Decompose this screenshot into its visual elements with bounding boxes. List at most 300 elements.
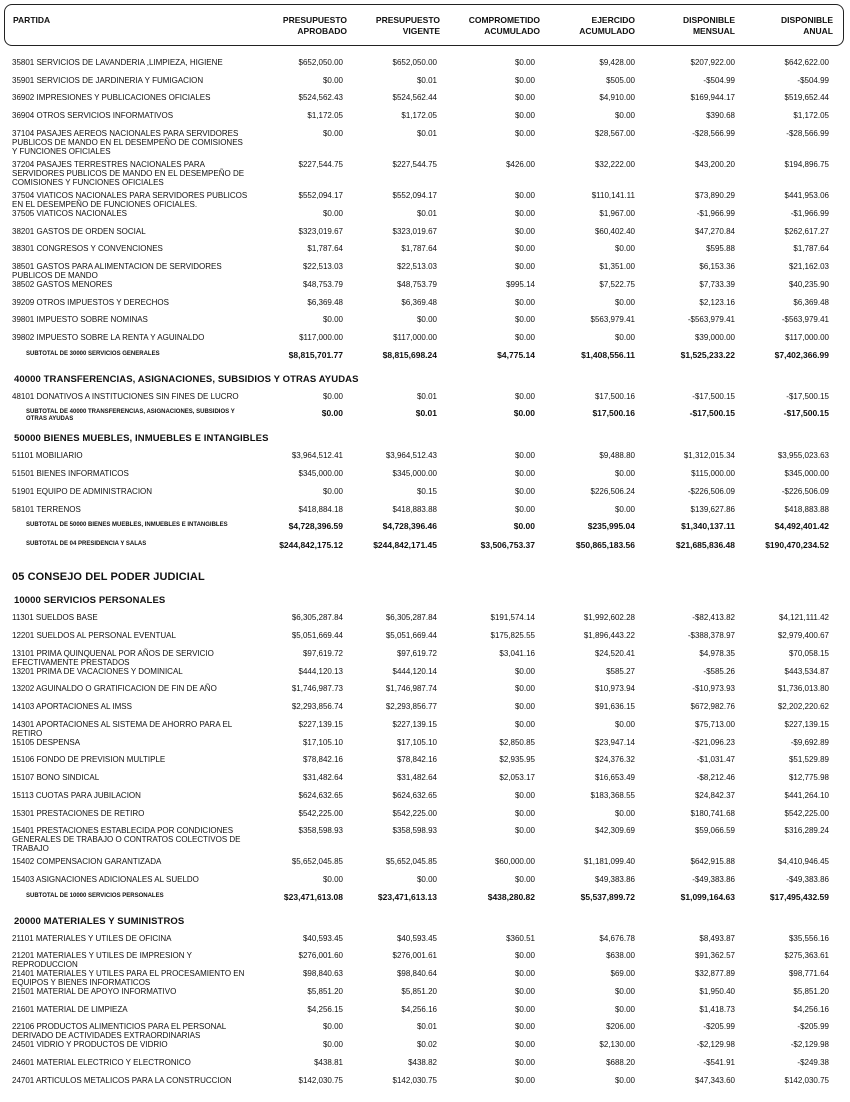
- cell-value: $0.00: [614, 719, 635, 729]
- cell-value: -$17,500.15: [689, 408, 735, 419]
- cell-value: $73,890.29: [694, 190, 735, 200]
- cell-value: $0.00: [514, 1004, 535, 1014]
- cell-value: $12,775.98: [788, 773, 829, 783]
- cell-value: $16,653.49: [594, 773, 635, 783]
- cell-value: $0.00: [322, 128, 343, 138]
- cell-value: $4,256.15: [307, 1004, 343, 1014]
- cell-value: $0.00: [514, 58, 535, 67]
- cell-value: $0.00: [322, 315, 343, 325]
- row-label: 24501 VIDRIO Y PRODUCTOS DE VIDRIO: [12, 1040, 168, 1050]
- cell-value: $32,222.00: [594, 159, 635, 169]
- row-label: 35801 SERVICIOS DE LAVANDERIA ,LIMPIEZA, HIGIENE: [12, 58, 223, 67]
- cell-value: $0.00: [514, 261, 535, 271]
- cell-value: $426.00: [506, 159, 535, 169]
- cell-value: $0.00: [514, 244, 535, 254]
- row-label: 21501 MATERIAL DE APOYO INFORMATIVO: [12, 986, 177, 996]
- cell-value: $24,376.32: [594, 755, 635, 765]
- cell-value: $672,982.76: [690, 702, 735, 711]
- cell-value: $227,544.75: [298, 159, 343, 169]
- cell-value: $2,850.85: [499, 737, 535, 747]
- cell-value: $191,574.14: [490, 613, 535, 623]
- cell-value: $1,099,164.63: [680, 891, 735, 902]
- cell-value: $23,471,613.08: [283, 891, 343, 902]
- cell-value: $1,172.05: [307, 111, 343, 121]
- cell-value: $638.00: [606, 951, 635, 961]
- cell-value: $360.51: [506, 933, 535, 943]
- cell-value: $0.01: [416, 391, 437, 401]
- cell-value: -$28,566.99: [786, 128, 829, 138]
- cell-value: $0.00: [514, 75, 535, 85]
- cell-value: $0.02: [416, 1040, 437, 1050]
- cell-value: $2,123.16: [699, 297, 735, 307]
- cell-value: $519,652.44: [784, 93, 829, 103]
- cell-value: -$205.99: [797, 1022, 829, 1032]
- cell-value: $1,787.64: [401, 244, 437, 254]
- cell-value: $91,636.15: [594, 702, 635, 711]
- cell-value: $5,851.20: [793, 986, 829, 996]
- header-disponible-mensual: DISPONIBLE MENSUAL: [683, 15, 735, 36]
- cell-value: $3,964,512.41: [291, 451, 343, 461]
- cell-value: $5,851.20: [307, 986, 343, 996]
- cell-value: $28,567.00: [594, 128, 635, 138]
- cell-value: $1,525,233.22: [680, 349, 735, 360]
- cell-value: -$1,031.47: [696, 755, 735, 765]
- row-label: 39209 OTROS IMPUESTOS Y DERECHOS: [12, 297, 169, 307]
- cell-value: $0.15: [416, 486, 437, 496]
- cell-value: $0.00: [614, 1004, 635, 1014]
- cell-value: $0.01: [415, 408, 437, 419]
- cell-value: $190,470,234.52: [765, 540, 829, 551]
- cell-value: $8,815,698.24: [382, 349, 437, 360]
- cell-value: $21,162.03: [788, 261, 829, 271]
- cell-value: $0.00: [514, 451, 535, 461]
- cell-value: $323,019.67: [298, 226, 343, 236]
- cell-value: $0.00: [614, 297, 635, 307]
- cell-value: $207,922.00: [690, 58, 735, 67]
- cell-value: $0.01: [416, 1022, 437, 1032]
- section-heading: 50000 BIENES MUEBLES, INMUEBLES E INTANGIBLES: [14, 433, 269, 445]
- cell-value: -$9,692.89: [790, 737, 829, 747]
- cell-value: $2,130.00: [599, 1040, 635, 1050]
- cell-value: $0.00: [514, 666, 535, 676]
- cell-value: $0.00: [614, 1075, 635, 1085]
- cell-value: $32,877.89: [694, 969, 735, 978]
- cell-value: $0.00: [514, 128, 535, 138]
- cell-value: $35,556.16: [788, 933, 829, 943]
- row-label: 24701 ARTICULOS METALICOS PARA LA CONSTRUCCION: [12, 1075, 232, 1085]
- cell-value: $3,041.16: [499, 648, 535, 658]
- row-label: 15301 PRESTACIONES DE RETIRO: [12, 808, 145, 818]
- cell-value: $5,652,045.85: [291, 857, 343, 867]
- cell-value: $1,181,099.40: [583, 857, 635, 867]
- cell-value: $2,293,856.74: [291, 702, 343, 711]
- row-label: 35901 SERVICIOS DE JARDINERIA Y FUMIGACION: [12, 75, 204, 85]
- cell-value: $0.00: [514, 391, 535, 401]
- cell-value: -$1,966.99: [790, 208, 829, 218]
- cell-value: $0.00: [514, 226, 535, 236]
- cell-value: $0.00: [614, 111, 635, 121]
- header-partida: PARTIDA: [13, 15, 51, 25]
- row-label: 15113 CUOTAS PARA JUBILACION: [12, 790, 141, 800]
- cell-value: $438.81: [314, 1058, 343, 1068]
- cell-value: $48,753.79: [302, 279, 343, 289]
- cell-value: $40,593.45: [396, 933, 437, 943]
- cell-value: -$504.99: [703, 75, 735, 85]
- cell-value: $6,369.48: [307, 297, 343, 307]
- cell-value: $1,746,987.74: [385, 684, 437, 694]
- row-label: 13101 PRIMA QUINQUENAL POR AÑOS DE SERVICIO EFECTIVAMENTE PRESTADOS: [12, 648, 214, 667]
- cell-value: -$2,129.98: [790, 1040, 829, 1050]
- cell-value: $42,309.69: [594, 826, 635, 836]
- cell-value: -$8,212.46: [696, 773, 735, 783]
- cell-value: -$504.99: [797, 75, 829, 85]
- cell-value: $2,293,856.77: [385, 702, 437, 711]
- cell-value: $444,120.14: [392, 666, 437, 676]
- cell-value: $8,493.87: [699, 933, 735, 943]
- cell-value: $316,289.24: [784, 826, 829, 836]
- cell-value: $139,627.86: [690, 504, 735, 514]
- cell-value: -$49,383.86: [786, 874, 829, 884]
- header-presupuesto-aprobado: PRESUPUESTO APROBADO: [282, 15, 347, 36]
- row-label: SUBTOTAL DE 04 PRESIDENCIA Y SALAS: [26, 541, 147, 548]
- cell-value: $97,619.72: [396, 648, 437, 658]
- cell-value: $17,500.16: [594, 391, 635, 401]
- cell-value: $2,053.17: [499, 773, 535, 783]
- row-label: SUBTOTAL DE 30000 SERVICIOS GENERALES: [26, 350, 160, 357]
- cell-value: -$17,500.15: [692, 391, 735, 401]
- cell-value: $345,000.00: [298, 469, 343, 479]
- cell-value: $6,153.36: [699, 261, 735, 271]
- cell-value: $563,979.41: [590, 315, 635, 325]
- cell-value: -$226,506.09: [687, 486, 735, 496]
- cell-value: -$2,129.98: [696, 1040, 735, 1050]
- cell-value: $23,471,613.13: [377, 891, 437, 902]
- cell-value: $142,030.75: [784, 1075, 829, 1085]
- cell-value: -$388,378.97: [687, 630, 735, 640]
- header-ejercido-acumulado: EJERCIDO ACUMULADO: [579, 15, 635, 36]
- cell-value: $4,728,396.46: [382, 521, 437, 532]
- cell-value: $0.01: [416, 208, 437, 218]
- row-label: 15401 PRESTACIONES ESTABLECIDA POR CONDICIONES GENERALES DE TRABAJO O CONTRATOS COLECTIVOS DE TRABAJO: [12, 826, 241, 854]
- cell-value: $175,825.55: [490, 630, 535, 640]
- cell-value: $0.00: [514, 1022, 535, 1032]
- cell-value: $652,050.00: [298, 58, 343, 67]
- cell-value: $0.00: [514, 986, 535, 996]
- cell-value: $5,537,899.72: [580, 891, 635, 902]
- cell-value: $0.00: [514, 504, 535, 514]
- row-label: 14103 APORTACIONES AL IMSS: [12, 702, 132, 711]
- cell-value: $0.00: [614, 808, 635, 818]
- cell-value: -$585.26: [703, 666, 735, 676]
- cell-value: $524,562.43: [298, 93, 343, 103]
- cell-value: $0.00: [514, 1040, 535, 1050]
- header-comprometido-acumulado: COMPROMETIDO ACUMULADO: [468, 15, 540, 36]
- cell-value: $0.00: [514, 333, 535, 342]
- cell-value: $552,094.17: [392, 190, 437, 200]
- cell-value: $0.00: [514, 826, 535, 836]
- cell-value: -$563,979.41: [781, 315, 829, 325]
- cell-value: $206.00: [606, 1022, 635, 1032]
- row-label: 13201 PRIMA DE VACACIONES Y DOMINICAL: [12, 666, 183, 676]
- cell-value: $0.00: [322, 75, 343, 85]
- cell-value: $6,305,287.84: [385, 613, 437, 623]
- cell-value: $688.20: [606, 1058, 635, 1068]
- cell-value: $1,896,443.22: [583, 630, 635, 640]
- cell-value: $47,343.60: [694, 1075, 735, 1085]
- cell-value: $505.00: [606, 75, 635, 85]
- cell-value: $51,529.89: [788, 755, 829, 765]
- cell-value: $180,741.68: [690, 808, 735, 818]
- cell-value: $390.68: [706, 111, 735, 121]
- cell-value: $542,225.00: [298, 808, 343, 818]
- cell-value: $358,598.93: [298, 826, 343, 836]
- cell-value: $98,840.63: [302, 969, 343, 978]
- cell-value: $31,482.64: [302, 773, 343, 783]
- cell-value: $6,369.48: [401, 297, 437, 307]
- cell-value: $0.00: [514, 486, 535, 496]
- cell-value: $0.00: [514, 111, 535, 121]
- cell-value: $1,172.05: [793, 111, 829, 121]
- cell-value: $60,402.40: [594, 226, 635, 236]
- cell-value: $10,973.94: [594, 684, 635, 694]
- cell-value: $552,094.17: [298, 190, 343, 200]
- cell-value: $7,733.39: [699, 279, 735, 289]
- cell-value: -$82,413.82: [692, 613, 735, 623]
- cell-value: $40,593.45: [302, 933, 343, 943]
- cell-value: $244,842,171.45: [373, 540, 437, 551]
- cell-value: $4,121,111.42: [779, 613, 829, 623]
- cell-value: $542,225.00: [392, 808, 437, 818]
- cell-value: $1,408,556.11: [581, 349, 635, 360]
- cell-value: $4,978.35: [699, 648, 735, 658]
- cell-value: $5,051,669.44: [385, 630, 437, 640]
- cell-value: $7,402,366.99: [774, 349, 829, 360]
- cell-value: $43,200.20: [694, 159, 735, 169]
- cell-value: $0.00: [514, 297, 535, 307]
- cell-value: $2,202,220.62: [777, 702, 829, 711]
- cell-value: $0.00: [322, 1040, 343, 1050]
- cell-value: $8,815,701.77: [288, 349, 343, 360]
- cell-value: $78,842.16: [302, 755, 343, 765]
- cell-value: $21,685,836.48: [675, 540, 735, 551]
- table-header: [4, 4, 844, 46]
- cell-value: $22,513.03: [302, 261, 343, 271]
- row-label: 36904 OTROS SERVICIOS INFORMATIVOS: [12, 111, 174, 121]
- cell-value: $0.00: [514, 808, 535, 818]
- row-label: 58101 TERRENOS: [12, 504, 81, 514]
- row-label: 37104 PASAJES AEREOS NACIONALES PARA SERVIDORES PUBLICOS DE MANDO EN EL DESEMPEÑO DE COMISIONES Y FUNCIONES OFICIALES: [12, 128, 243, 156]
- cell-value: $235,995.04: [587, 521, 635, 532]
- cell-value: $595.88: [706, 244, 735, 254]
- cell-value: $262,617.27: [784, 226, 829, 236]
- row-label: 37504 VIATICOS NACIONALES PARA SERVIDORES PUBLICOS EN EL DESEMPEÑO DE FUNCIONES OFICIALES.: [12, 190, 248, 209]
- row-label: 15403 ASIGNACIONES ADICIONALES AL SUELDO: [12, 874, 199, 884]
- cell-value: -$249.38: [797, 1058, 829, 1068]
- row-label: 39801 IMPUESTO SOBRE NOMINAS: [12, 315, 148, 325]
- cell-value: $2,935.95: [499, 755, 535, 765]
- cell-value: $1,950.40: [699, 986, 735, 996]
- cell-value: $0.00: [514, 1075, 535, 1085]
- cell-value: $0.00: [416, 874, 437, 884]
- cell-value: $59,066.59: [694, 826, 735, 836]
- cell-value: $117,000.00: [299, 333, 343, 342]
- cell-value: $0.00: [321, 408, 343, 419]
- cell-value: $276,001.60: [298, 951, 343, 961]
- row-label: 51901 EQUIPO DE ADMINISTRACION: [12, 486, 153, 496]
- cell-value: $1,746,987.73: [291, 684, 343, 694]
- header-disponible-anual: DISPONIBLE ANUAL: [781, 15, 833, 36]
- cell-value: $4,775.14: [497, 349, 535, 360]
- cell-value: $78,842.16: [396, 755, 437, 765]
- cell-value: $441,264.10: [784, 790, 829, 800]
- cell-value: $4,676.78: [599, 933, 635, 943]
- cell-value: $0.00: [514, 93, 535, 103]
- row-label: 12201 SUELDOS AL PERSONAL EVENTUAL: [12, 630, 176, 640]
- cell-value: $1,418.73: [699, 1004, 735, 1014]
- cell-value: $142,030.75: [298, 1075, 343, 1085]
- cell-value: $117,000.00: [393, 333, 437, 342]
- cell-value: $194,896.75: [784, 159, 829, 169]
- row-label: 21401 MATERIALES Y UTILES PARA EL PROCESAMIENTO EN EQUIPOS Y BIENES INFORMATICOS: [12, 969, 245, 987]
- cell-value: $17,105.10: [396, 737, 437, 747]
- cell-value: $0.00: [514, 684, 535, 694]
- cell-value: $0.01: [416, 128, 437, 138]
- cell-value: -$563,979.41: [687, 315, 735, 325]
- cell-value: $17,500.16: [592, 408, 635, 419]
- cell-value: -$541.91: [703, 1058, 735, 1068]
- cell-value: $50,865,183.56: [575, 540, 635, 551]
- cell-value: $24,520.41: [594, 648, 635, 658]
- cell-value: $31,482.64: [396, 773, 437, 783]
- row-label: 15402 COMPENSACION GARANTIZADA: [12, 857, 162, 867]
- cell-value: $23,947.14: [594, 737, 635, 747]
- cell-value: $1,312,015.34: [683, 451, 735, 461]
- cell-value: $542,225.00: [784, 808, 829, 818]
- row-label: 21201 MATERIALES Y UTILES DE IMPRESION Y REPRODUCCION: [12, 951, 192, 970]
- cell-value: $0.00: [514, 190, 535, 200]
- cell-value: $0.00: [614, 333, 635, 342]
- cell-value: $1,967.00: [599, 208, 635, 218]
- cell-value: $0.00: [322, 391, 343, 401]
- cell-value: $0.00: [514, 874, 535, 884]
- cell-value: $17,105.10: [302, 737, 343, 747]
- cell-value: $444,120.13: [298, 666, 343, 676]
- cell-value: $5,051,669.44: [291, 630, 343, 640]
- cell-value: $5,652,045.85: [385, 857, 437, 867]
- cell-value: $0.01: [416, 75, 437, 85]
- cell-value: $183,368.55: [590, 790, 635, 800]
- cell-value: $70,058.15: [788, 648, 829, 658]
- cell-value: $0.00: [514, 315, 535, 325]
- cell-value: $40,235.90: [788, 279, 829, 289]
- cell-value: $0.00: [322, 1022, 343, 1032]
- cell-value: $0.00: [614, 244, 635, 254]
- row-label: 48101 DONATIVOS A INSTITUCIONES SIN FINES DE LUCRO: [12, 391, 239, 401]
- cell-value: $1,787.64: [307, 244, 343, 254]
- cell-value: $24,842.37: [694, 790, 735, 800]
- row-label: 38501 GASTOS PARA ALIMENTACION DE SERVIDORES PUBLICOS DE MANDO: [12, 261, 222, 280]
- row-label: 36902 IMPRESIONES Y PUBLICACIONES OFICIALES: [12, 93, 211, 103]
- row-label: 51501 BIENES INFORMATICOS: [12, 469, 129, 479]
- cell-value: -$10,973.93: [692, 684, 735, 694]
- cell-value: $226,506.24: [590, 486, 635, 496]
- cell-value: $0.00: [322, 208, 343, 218]
- cell-value: $47,270.84: [694, 226, 735, 236]
- cell-value: $3,964,512.43: [385, 451, 437, 461]
- cell-value: $418,884.18: [298, 504, 343, 514]
- cell-value: -$17,500.15: [783, 408, 829, 419]
- row-label: 14301 APORTACIONES AL SISTEMA DE AHORRO PARA EL RETIRO: [12, 719, 232, 738]
- cell-value: $0.00: [514, 469, 535, 479]
- cell-value: $227,139.15: [392, 719, 437, 729]
- cell-value: $524,562.44: [392, 93, 437, 103]
- cell-value: $1,787.64: [793, 244, 829, 254]
- cell-value: $7,522.75: [599, 279, 635, 289]
- row-label: 15105 DESPENSA: [12, 737, 81, 747]
- cell-value: $3,955,023.63: [777, 451, 829, 461]
- cell-value: $0.00: [614, 469, 635, 479]
- cell-value: $345,000.00: [784, 469, 829, 479]
- cell-value: $91,362.57: [694, 951, 735, 961]
- cell-value: $1,172.05: [401, 111, 437, 121]
- cell-value: $0.00: [513, 521, 535, 532]
- cell-value: $4,910.00: [599, 93, 635, 103]
- cell-value: $0.00: [514, 719, 535, 729]
- cell-value: $438,280.82: [487, 891, 535, 902]
- cell-value: $3,506,753.37: [480, 540, 535, 551]
- cell-value: $358,598.93: [392, 826, 437, 836]
- row-label: SUBTOTAL DE 10000 SERVICIOS PERSONALES: [26, 892, 164, 899]
- cell-value: $5,851.20: [401, 986, 437, 996]
- cell-value: $0.00: [514, 702, 535, 711]
- cell-value: -$17,500.15: [786, 391, 829, 401]
- cell-value: -$1,966.99: [696, 208, 735, 218]
- cell-value: $17,495,432.59: [769, 891, 829, 902]
- cell-value: $9,488.80: [599, 451, 635, 461]
- cell-value: $418,883.88: [392, 504, 437, 514]
- cell-value: $4,728,396.59: [288, 521, 343, 532]
- cell-value: $624,632.65: [298, 790, 343, 800]
- cell-value: $60,000.00: [494, 857, 535, 867]
- cell-value: $98,771.64: [788, 969, 829, 978]
- cell-value: $110,141.11: [591, 190, 635, 200]
- cell-value: $0.00: [614, 504, 635, 514]
- cell-value: $1,992,602.28: [583, 613, 635, 623]
- cell-value: $323,019.67: [392, 226, 437, 236]
- row-label: 22106 PRODUCTOS ALIMENTICIOS PARA EL PERSONAL DERIVADO DE ACTIVIDADES EXTRAORDINARIAS: [12, 1022, 226, 1041]
- row-label: 11301 SUELDOS BASE: [12, 613, 98, 623]
- cell-value: $0.00: [514, 1058, 535, 1068]
- cell-value: $22,513.03: [396, 261, 437, 271]
- cell-value: $443,534.87: [784, 666, 829, 676]
- row-label: SUBTOTAL DE 40000 TRANSFERENCIAS, ASIGNACIONES, SUBSIDIOS Y OTRAS AYUDAS: [26, 409, 235, 423]
- cell-value: $39,000.00: [694, 333, 735, 342]
- cell-value: $69.00: [610, 969, 635, 978]
- row-label: 21101 MATERIALES Y UTILES DE OFICINA: [12, 933, 172, 943]
- cell-value: -$205.99: [703, 1022, 735, 1032]
- cell-value: $642,915.88: [690, 857, 735, 867]
- cell-value: $169,944.17: [690, 93, 735, 103]
- cell-value: $441,953.06: [784, 190, 829, 200]
- cell-value: $227,139.15: [298, 719, 343, 729]
- cell-value: $4,256.16: [401, 1004, 437, 1014]
- cell-value: $0.00: [514, 969, 535, 978]
- row-label: SUBTOTAL DE 50000 BIENES MUEBLES, INMUEBLES E INTANGIBLES: [26, 522, 228, 529]
- row-label: 15107 BONO SINDICAL: [12, 773, 100, 783]
- cell-value: $48,753.79: [396, 279, 437, 289]
- cell-value: $2,979,400.67: [777, 630, 829, 640]
- cell-value: $1,736,013.80: [777, 684, 829, 694]
